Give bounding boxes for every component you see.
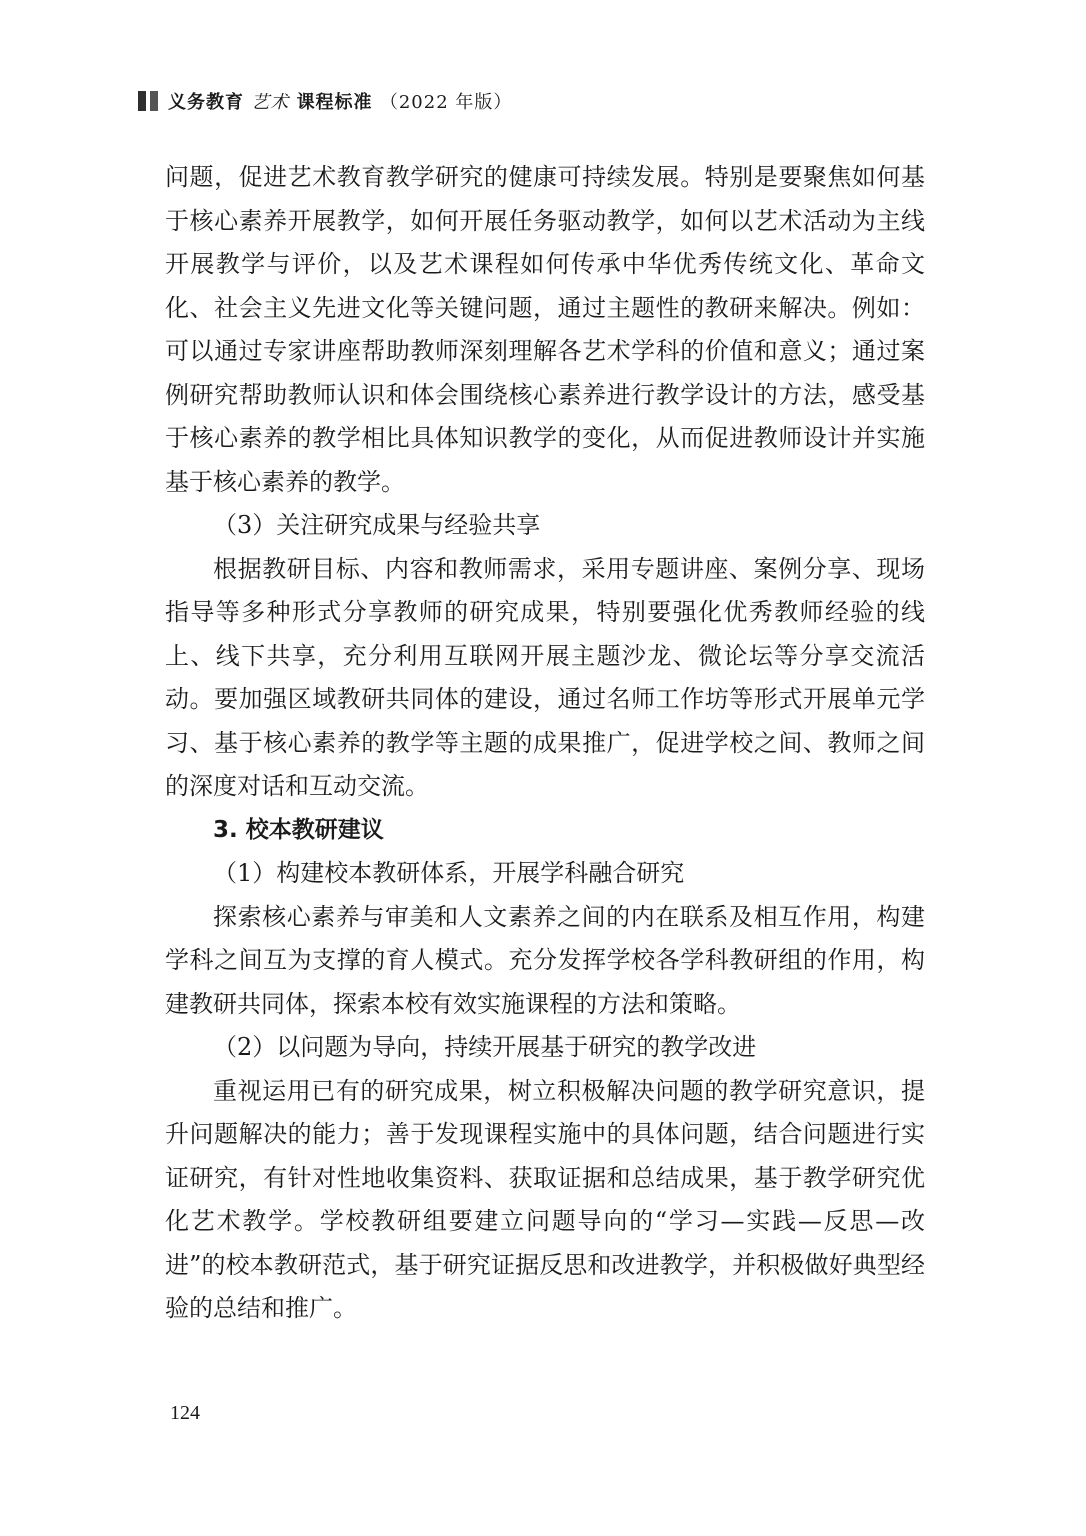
header-title-italic: 艺术 — [251, 92, 290, 113]
paragraph-integration: 探索核心素养与审美和人文素养之间的内在联系及相互作用，构建学科之间互为支撑的育人模式。充分发挥学校各学科教研组的作用，构建教研共同体，探索本校有效实施课程的方法和策略。 — [165, 902, 925, 1018]
subheading-2: （2）以问题为导向，持续开展基于研究的教学改进 — [213, 1033, 757, 1061]
page-body — [165, 156, 925, 1331]
header-title-part1: 义务教育 — [168, 92, 244, 113]
paragraph-continued: 问题，促进艺术教育教学研究的健康可持续发展。特别是要聚焦如何基于核心素养开展教学，如何开展任务驱动教学，如何以艺术活动为主线开展教学与评价，以及艺术课程如何传承中华优秀传统文化、革命文化、社会主义先进文化等关键问题，通过主题性的教研来解决。例如：可以通过专家讲座帮助教师深刻理解各艺术学科的价值和意义；通过案例研究帮助教师认识和体会围绕核心素养进行教学设计的方法，感受基于核心素养的教学相比具体知识教学的变化，从而促进教师设计并实施基于核心素养的教学。 — [165, 163, 925, 496]
subheading-1: （1）构建校本教研体系，开展学科融合研究 — [213, 859, 685, 887]
header-title-part2: 课程标准 — [296, 92, 373, 113]
page-number: 124 — [170, 1402, 200, 1424]
subheading-3: （3）关注研究成果与经验共享 — [213, 511, 541, 539]
section-heading: 3. 校本教研建议 — [213, 816, 384, 843]
paragraph-sharing: 根据教研目标、内容和教师需求，采用专题讲座、案例分享、现场指导等多种形式分享教师的研究成果，特别要强化优秀教师经验的线上、线下共享，充分利用互联网开展主题沙龙、微论坛等分享交流活动。要加强区域教研共同体的建设，通过名师工作坊等形式开展单元学习、基于核心素养的教学等主题的成果推广，促进学校之间、教师之间的深度对话和互动交流。 — [165, 554, 925, 800]
header-edition: （2022 年版） — [379, 92, 513, 113]
running-header — [138, 88, 512, 114]
header-title — [168, 88, 512, 114]
paragraph-improvement: 重视运用已有的研究成果，树立积极解决问题的教学研究意识，提升问题解决的能力；善于发现课程实施中的具体问题，结合问题进行实证研究，有针对性地收集资料、获取证据和总结成果，基于教学研究优化艺术教学。学校教研组要建立问题导向的“学习—实践—反思—改进”的校本教研范式，基于研究证据反思和改进教学，并积极做好典型经验的总结和推广。 — [165, 1076, 925, 1322]
header-bar-icon — [138, 91, 158, 111]
